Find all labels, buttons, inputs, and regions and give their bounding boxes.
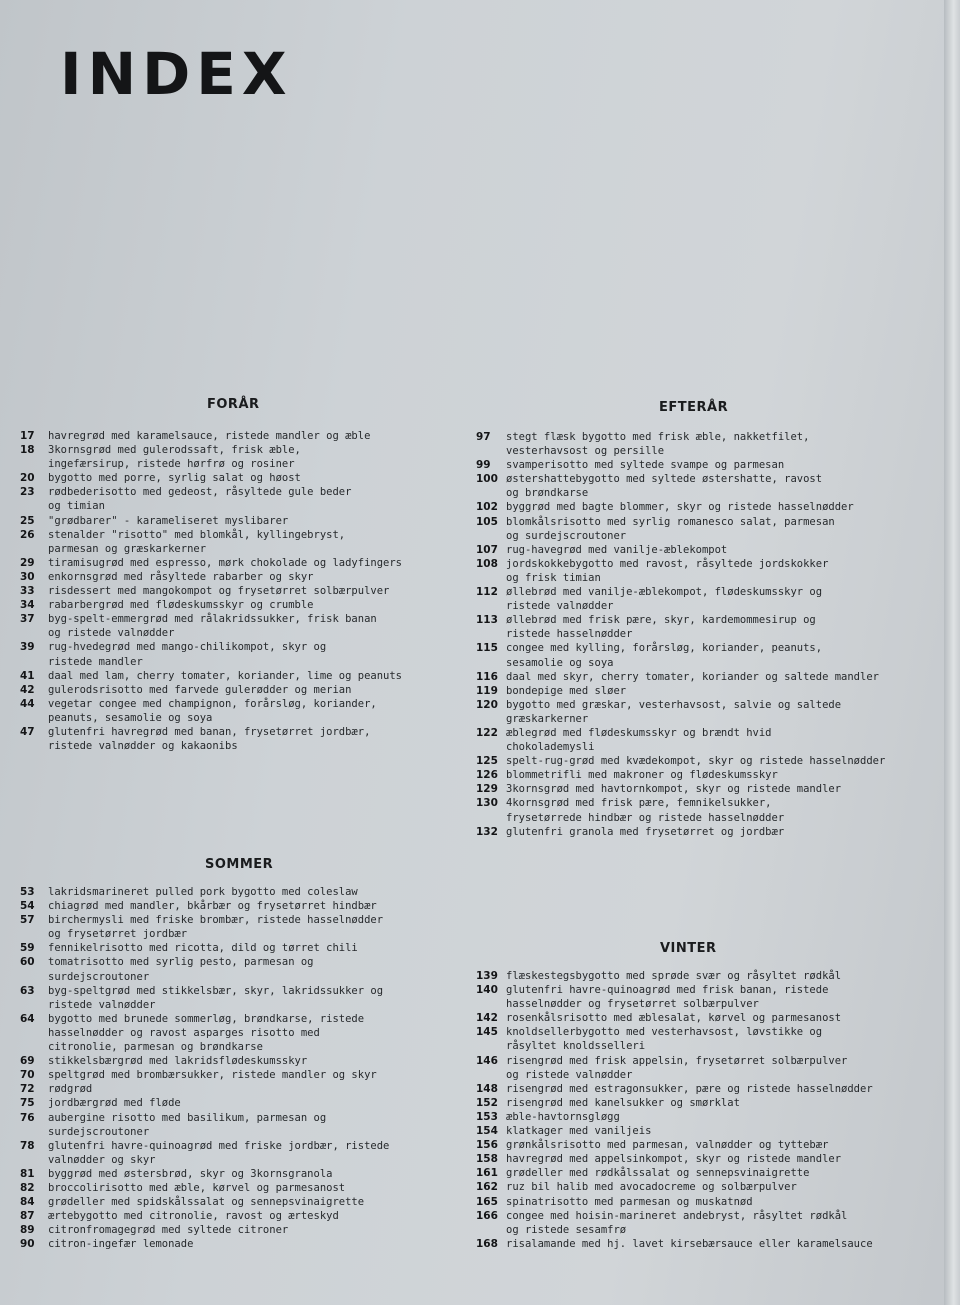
recipe-title: lakridsmarineret pulled pork bygotto med coleslaw (48, 886, 358, 898)
recipe-title: stegt flæsk bygotto med frisk æble, nakketfilet, vesterhavsost og persille (506, 431, 810, 458)
page-number: 140 (476, 984, 498, 997)
index-entry (20, 612, 450, 640)
page-number: 54 (20, 900, 35, 913)
page-number: 44 (20, 697, 35, 710)
index-entry (476, 613, 916, 641)
page-number: 41 (20, 669, 35, 682)
page-number: 53 (20, 886, 35, 898)
page-number: 153 (476, 1110, 498, 1123)
index-entry (476, 641, 916, 669)
recipe-title: blommetrifli med makroner og flødeskumsskyr (506, 769, 778, 782)
recipe-title: daal med skyr, cherry tomater, koriander og saltede mandler (506, 670, 879, 683)
page-number: 18 (20, 444, 35, 457)
index-entry (20, 514, 450, 528)
index-entry (20, 528, 450, 556)
page-number: 152 (476, 1096, 498, 1109)
page-number: 59 (20, 942, 35, 955)
section-heading-foraar: FORÅR (207, 397, 260, 412)
page-number: 75 (20, 1097, 35, 1110)
index-entry (20, 1139, 450, 1167)
recipe-title: havregrød med karamelsauce, ristede mandler og æble (48, 430, 371, 442)
recipe-title: glutenfri havre-quinoagrød med frisk banan, ristede hasselnødder og frysetørret solbærpulver (506, 984, 829, 1011)
page-number: 107 (476, 543, 498, 556)
recipe-title: risengrød med estragonsukker, pære og ristede hasselnødder (506, 1082, 873, 1095)
page-number: 90 (20, 1238, 35, 1251)
page-number: 69 (20, 1055, 35, 1068)
recipe-title: speltgrød med brombærsukker, ristede mandler og skyr (48, 1069, 377, 1082)
page-number: 119 (476, 684, 498, 697)
index-entry (476, 1152, 916, 1166)
index-entry (476, 1110, 916, 1124)
page-number: 125 (476, 755, 498, 768)
page-number: 72 (20, 1083, 35, 1096)
section-foraar (20, 429, 450, 753)
recipe-title: citron-ingefær lemonade (48, 1238, 194, 1251)
page-number: 116 (476, 670, 498, 683)
index-entry (20, 598, 450, 612)
recipe-title: bygotto med brunede sommerløg, brøndkarse, ristede hasselnødder og ravost asparges risotto med citronolie, parmesan og brøndkarse (48, 1012, 365, 1054)
page-number: 148 (476, 1082, 498, 1095)
page-number: 17 (20, 430, 35, 442)
page-number: 156 (476, 1139, 498, 1152)
recipe-title: rødgrød (48, 1083, 93, 1096)
index-entry (476, 698, 916, 726)
page-number: 115 (476, 642, 498, 655)
recipe-title: 3kornsgrød med havtornkompot, skyr og ristede mandler (506, 783, 842, 796)
recipe-title: svamperisotto med syltede svampe og parmesan (506, 459, 785, 472)
recipe-title: glutenfri granola med frysetørret og jordbær (506, 825, 785, 838)
page-number: 166 (476, 1209, 498, 1222)
page-number: 64 (20, 1012, 35, 1025)
page-number: 76 (20, 1111, 35, 1124)
recipe-title: æble-havtornsgløgg (506, 1110, 620, 1123)
index-entry (20, 1082, 450, 1096)
recipe-title: risengrød med kanelsukker og smørklat (506, 1096, 740, 1109)
index-entry (20, 683, 450, 697)
page-number: 161 (476, 1167, 498, 1180)
recipe-title: rødbederisotto med gedeost, råsyltede gule beder og timian (48, 486, 352, 513)
recipe-title: rug-hvedegrød med mango-chilikompot, skyr og ristede mandler (48, 641, 327, 668)
page-number: 132 (476, 825, 498, 838)
page-number: 112 (476, 586, 498, 599)
index-entry (20, 1181, 450, 1195)
recipe-title: risalamande med hj. lavet kirsebærsauce eller karamelsauce (506, 1237, 873, 1250)
index-entry (476, 670, 916, 684)
page-number: 39 (20, 641, 35, 654)
index-entry (476, 1011, 916, 1025)
index-entry (20, 556, 450, 570)
index-entry (476, 969, 916, 983)
page-number: 81 (20, 1167, 35, 1180)
index-entry (20, 1054, 450, 1068)
recipe-title: 4kornsgrød med frisk pære, femnikelsukker, frysetørrede hindbær og ristede hasselnødder (506, 797, 785, 824)
page-number: 70 (20, 1069, 35, 1082)
recipe-title: vegetar congee med champignon, forårsløg, koriander, peanuts, sesamolie og soya (48, 697, 377, 724)
page-number: 23 (20, 486, 35, 499)
page-number: 47 (20, 725, 35, 738)
recipe-title: byg-speltgrød med stikkelsbær, skyr, lakridssukker og ristede valnødder (48, 984, 384, 1011)
index-entry (476, 1124, 916, 1138)
index-entry (476, 1082, 916, 1096)
page-number: 60 (20, 956, 35, 969)
recipe-title: bygotto med græskar, vesterhavsost, salvie og saltede græskarkerner (506, 698, 842, 725)
section-heading-sommer: SOMMER (205, 857, 274, 872)
recipe-title: blomkålsrisotto med syrlig romanesco salat, parmesan og surdejscroutoner (506, 515, 835, 542)
index-entry (20, 1068, 450, 1082)
page-number: 57 (20, 914, 35, 927)
index-entry (20, 1111, 450, 1139)
index-entry (20, 899, 450, 913)
page-number: 142 (476, 1012, 498, 1025)
page-number: 97 (476, 431, 491, 443)
page-number: 165 (476, 1195, 498, 1208)
recipe-title: ruz bil halib med avocadocreme og solbærpulver (506, 1181, 797, 1194)
recipe-title: havregrød med appelsinkompot, skyr og ristede mandler (506, 1153, 842, 1166)
index-entry (20, 443, 450, 471)
index-entry (20, 640, 450, 668)
index-entry (476, 684, 916, 698)
recipe-title: grønkålsrisotto med parmesan, valnødder og tyttebær (506, 1139, 829, 1152)
section-vinter (476, 969, 916, 1251)
page-number: 102 (476, 501, 498, 514)
index-entry (20, 697, 450, 725)
index-entry (476, 1096, 916, 1110)
index-entry (20, 471, 450, 485)
index-entry (476, 515, 916, 543)
index-entry (476, 825, 916, 839)
page-number: 129 (476, 783, 498, 796)
page-number: 154 (476, 1125, 498, 1138)
section-efteraar (476, 430, 916, 839)
page-number: 29 (20, 556, 35, 569)
section-heading-efteraar: EFTERÅR (659, 400, 729, 415)
index-entry (20, 941, 450, 955)
recipe-title: grødeller med spidskålssalat og sennepsvinaigrette (48, 1196, 365, 1209)
recipe-title: knoldsellerbygotto med vesterhavsost, løvstikke og råsyltet knoldsselleri (506, 1026, 823, 1053)
page-number: 113 (476, 614, 498, 627)
page-number: 89 (20, 1224, 35, 1237)
index-entry (476, 796, 916, 824)
index-entry (20, 885, 450, 899)
page-number: 162 (476, 1181, 498, 1194)
page-number: 26 (20, 528, 35, 541)
index-entry (20, 913, 450, 941)
index-entry (476, 983, 916, 1011)
recipe-title: bondepige med sløer (506, 684, 627, 697)
recipe-title: rosenkålsrisotto med æblesalat, kørvel og parmesanost (506, 1012, 842, 1025)
recipe-title: congee med kylling, forårsløg, koriander, peanuts, sesamolie og soya (506, 642, 823, 669)
recipe-title: aubergine risotto med basilikum, parmesan og surdejscroutoner (48, 1111, 327, 1138)
recipe-title: ærtebygotto med citronolie, ravost og ærteskyd (48, 1210, 339, 1223)
index-entry (476, 1025, 916, 1053)
page-number: 34 (20, 599, 35, 612)
page-number: 108 (476, 557, 498, 570)
index-entry (476, 585, 916, 613)
recipe-title: congee med hoisin-marineret andebryst, råsyltet rødkål og ristede sesamfrø (506, 1209, 848, 1236)
recipe-title: stenalder "risotto" med blomkål, kyllingebryst, parmesan og græskarkerner (48, 528, 346, 555)
page-edge (944, 0, 960, 1305)
page-number: 168 (476, 1237, 498, 1250)
page-number: 30 (20, 570, 35, 583)
recipe-title: fennikelrisotto med ricotta, dild og tørret chili (48, 942, 358, 955)
page-number: 82 (20, 1181, 35, 1194)
page-number: 139 (476, 970, 498, 982)
recipe-title: "grødbarer" - karameliseret myslibarer (48, 514, 289, 527)
index-entry (20, 1223, 450, 1237)
recipe-title: glutenfri havre-quinoagrød med friske jordbær, ristede valnødder og skyr (48, 1139, 390, 1166)
index-entry (476, 543, 916, 557)
recipe-title: rug-havegrød med vanilje-æblekompot (506, 543, 728, 556)
page-number: 33 (20, 585, 35, 598)
section-sommer (20, 885, 450, 1251)
index-entry (20, 725, 450, 753)
recipe-title: 3kornsgrød med gulerodssaft, frisk æble, ingefærsirup, ristede hørfrø og rosiner (48, 444, 301, 471)
index-entry (476, 557, 916, 585)
recipe-title: risdessert med mangokompot og frysetørret solbærpulver (48, 585, 390, 598)
page-number: 25 (20, 514, 35, 527)
recipe-title: glutenfri havregrød med banan, frysetørret jordbær, ristede valnødder og kakaonibs (48, 725, 371, 753)
index-entry (476, 782, 916, 796)
page-number: 42 (20, 683, 35, 696)
page-number: 122 (476, 726, 498, 739)
page-number: 158 (476, 1153, 498, 1166)
recipe-title: citronfromagegrød med syltede citroner (48, 1224, 289, 1237)
index-entry (20, 584, 450, 598)
recipe-title: øllebrød med frisk pære, skyr, kardemommesirup og ristede hasselnødder (506, 614, 816, 641)
recipe-title: bygotto med porre, syrlig salat og høost (48, 472, 301, 485)
recipe-title: jordskokkebygotto med ravost, råsyltede jordskokker og frisk timian (506, 557, 829, 584)
recipe-title: klatkager med vaniljeis (506, 1125, 652, 1138)
index-entry (476, 458, 916, 472)
index-entry (476, 430, 916, 458)
index-entry (476, 1209, 916, 1237)
page-number: 145 (476, 1026, 498, 1039)
recipe-title: birchermysli med friske brombær, ristede hasselnødder og frysetørret jordbær (48, 914, 384, 941)
index-entry (20, 1012, 450, 1054)
recipe-title: tomatrisotto med syrlig pesto, parmesan og surdejscroutoner (48, 956, 314, 983)
page-number: 130 (476, 797, 498, 810)
index-entry (476, 1166, 916, 1180)
recipe-title: daal med lam, cherry tomater, koriander, lime og peanuts (48, 669, 403, 682)
page-number: 105 (476, 515, 498, 528)
recipe-title: østershattebygotto med syltede østershatte, ravost og brøndkarse (506, 473, 823, 500)
index-entry (20, 1195, 450, 1209)
index-entry (476, 472, 916, 500)
index-entry (20, 1209, 450, 1223)
recipe-title: spinatrisotto med parmesan og muskatnød (506, 1195, 753, 1208)
recipe-title: jordbærgrød med fløde (48, 1097, 181, 1110)
recipe-title: øllebrød med vanilje-æblekompot, flødeskumsskyr og ristede valnødder (506, 586, 823, 613)
page-number: 126 (476, 769, 498, 782)
recipe-title: chiagrød med mandler, bkårbær og frysetørret hindbær (48, 900, 377, 913)
recipe-title: byggrød med bagte blommer, skyr og ristede hasselnødder (506, 501, 854, 514)
page-number: 84 (20, 1196, 35, 1209)
recipe-title: flæskestegsbygotto med sprøde svær og råsyltet rødkål (506, 970, 842, 982)
recipe-title: tiramisugrød med espresso, mørk chokolade og ladyfingers (48, 556, 403, 569)
index-entry (20, 1237, 450, 1251)
recipe-title: gulerodsrisotto med farvede gulerødder og merian (48, 683, 352, 696)
index-entry (476, 1195, 916, 1209)
index-entry (476, 1138, 916, 1152)
index-entry (20, 669, 450, 683)
index-entry (476, 1054, 916, 1082)
recipe-title: rabarbergrød med flødeskumsskyr og crumble (48, 599, 314, 612)
index-entry (476, 1237, 916, 1251)
page-number: 37 (20, 613, 35, 626)
index-entry (20, 429, 450, 443)
page-number: 120 (476, 698, 498, 711)
index-entry (476, 768, 916, 782)
page-number: 63 (20, 984, 35, 997)
page-number: 99 (476, 459, 491, 472)
page-number: 100 (476, 473, 498, 486)
page-number: 78 (20, 1139, 35, 1152)
index-entry (476, 726, 916, 754)
recipe-title: risengrød med frisk appelsin, frysetørret solbærpulver og ristede valnødder (506, 1054, 848, 1081)
page-title: INDEX (60, 40, 293, 108)
index-entry (20, 570, 450, 584)
index-entry (476, 500, 916, 514)
index-entry (20, 1096, 450, 1110)
index-entry (20, 485, 450, 513)
index-entry (476, 754, 916, 768)
page-number: 87 (20, 1210, 35, 1223)
index-entry (20, 984, 450, 1012)
recipe-title: byg-spelt-emmergrød med rålakridssukker, frisk banan og ristede valnødder (48, 613, 377, 640)
recipe-title: byggrød med østersbrød, skyr og 3kornsgranola (48, 1167, 333, 1180)
index-entry (476, 1180, 916, 1194)
recipe-title: broccolirisotto med æble, kørvel og parmesanost (48, 1181, 346, 1194)
recipe-title: æblegrød med flødeskumsskyr og brændt hvid chokolademysli (506, 726, 772, 754)
section-heading-vinter: VINTER (660, 941, 717, 956)
recipe-title: stikkelsbærgrød med lakridsflødeskumsskyr (48, 1055, 308, 1068)
recipe-title: spelt-rug-grød med kvædekompot, skyr og ristede hasselnødder (506, 755, 886, 768)
page-number: 146 (476, 1054, 498, 1067)
page-number: 20 (20, 472, 35, 485)
index-entry (20, 1167, 450, 1181)
recipe-title: grødeller med rødkålssalat og sennepsvinaigrette (506, 1167, 810, 1180)
recipe-title: enkornsgrød med råsyltede rabarber og skyr (48, 570, 314, 583)
index-entry (20, 955, 450, 983)
